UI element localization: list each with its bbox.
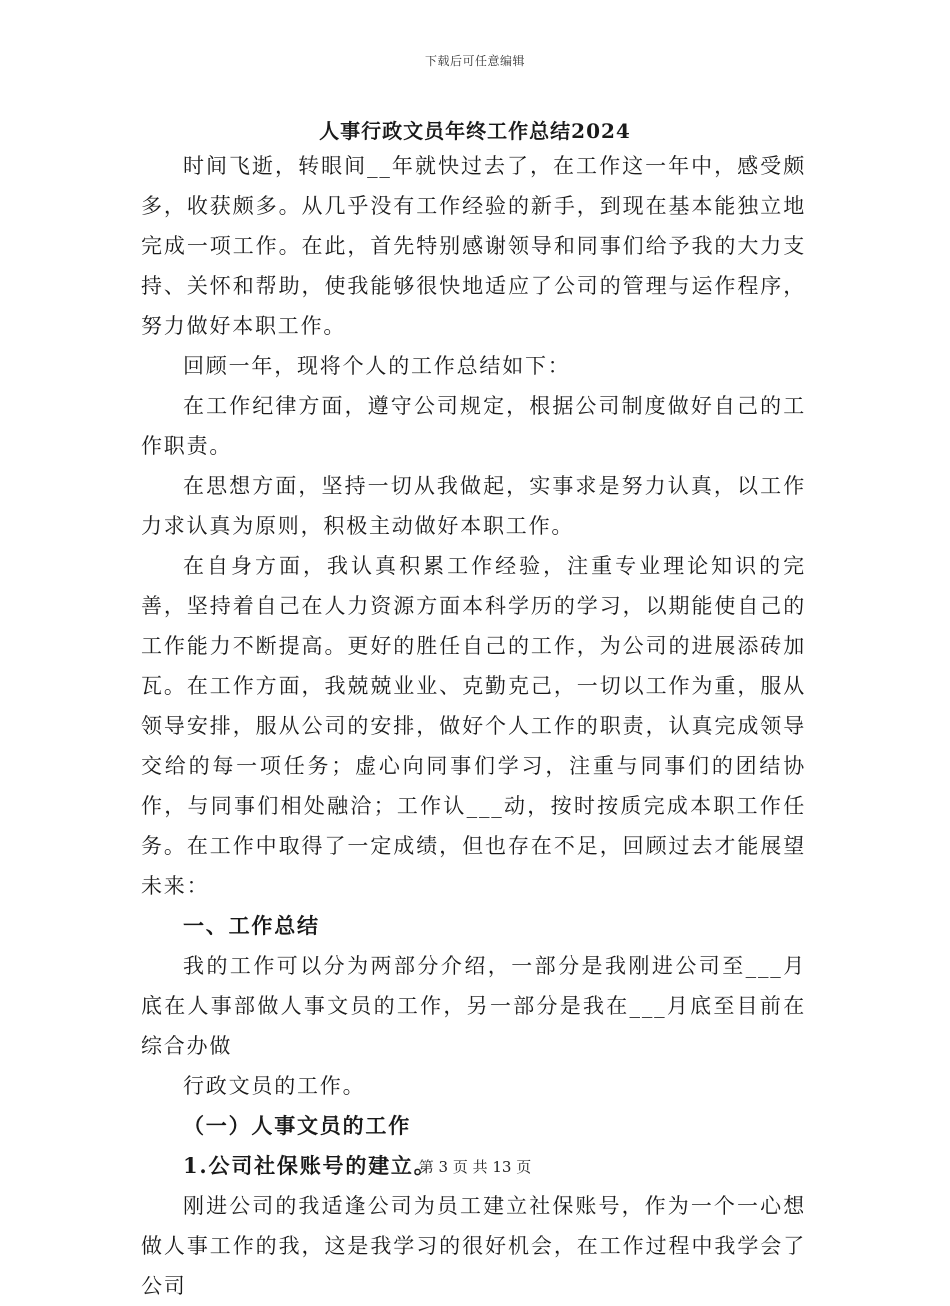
page-footer-number: 第 3 页 共 13 页 <box>418 1158 532 1176</box>
document-title: 人事行政文员年终工作总结2024 <box>319 119 631 143</box>
paragraph-intro: 时间飞逝，转眼间__年就快过去了，在工作这一年中，感受颇多，收获颇多。从几乎没有工作经验的新手，到现在基本能独立地完成一项工作。在此，首先特别感谢领导和同事们给予我的大力支持、关怀和帮助，使我能够很快地适应了公司的管理与运作程序，努力做好本职工作。 <box>141 154 806 338</box>
paragraph-work-intro: 我的工作可以分为两部分介绍，一部分是我刚进公司至___月底在人事部做人事文员的工作，另一部分是我在___月底至目前在综合办做 <box>141 954 806 1058</box>
page-header-note: 下载后可任意编辑 <box>424 54 525 68</box>
section-heading-work-summary: 一、工作总结 <box>183 913 320 938</box>
paragraph-social-security: 刚进公司的我适逢公司为员工建立社保账号，作为一个一心想做人事工作的我，这是我学习的很好机会，在工作过程中我学会了公司 <box>141 1194 806 1298</box>
subsection-heading-hr-clerk: （一）人事文员的工作 <box>183 1113 411 1138</box>
paragraph-review: 回顾一年，现将个人的工作总结如下： <box>183 354 571 378</box>
paragraph-self: 在自身方面，我认真积累工作经验，注重专业理论知识的完善，坚持着自己在人力资源方面本科学历的学习，以期能使自己的工作能力不断提高。更好的胜任自己的工作，为公司的进展添砖加瓦。在工作方面，我兢兢业业、克勤克己，一切以工作为重，服从领导安排，服从公司的安排，做好个人工作的职责，认真完成领导交给的每一项任务；虚心向同事们学习，注重与同事们的团结协作，与同事们相处融洽；工作认___动，按时按质完成本职工作任务。在工作中取得了一定成绩，但也存在不足，回顾过去才能展望未来： <box>141 554 806 898</box>
item-heading-social-security: 1.公司社保账号的建立。 <box>183 1153 437 1178</box>
paragraph-thought: 在思想方面，坚持一切从我做起，实事求是努力认真，以工作力求认真为原则，积极主动做好本职工作。 <box>141 474 806 538</box>
paragraph-work-intro-cont: 行政文员的工作。 <box>183 1074 366 1098</box>
document-body <box>141 146 806 1306</box>
paragraph-discipline: 在工作纪律方面，遵守公司规定，根据公司制度做好自己的工作职责。 <box>141 394 806 458</box>
